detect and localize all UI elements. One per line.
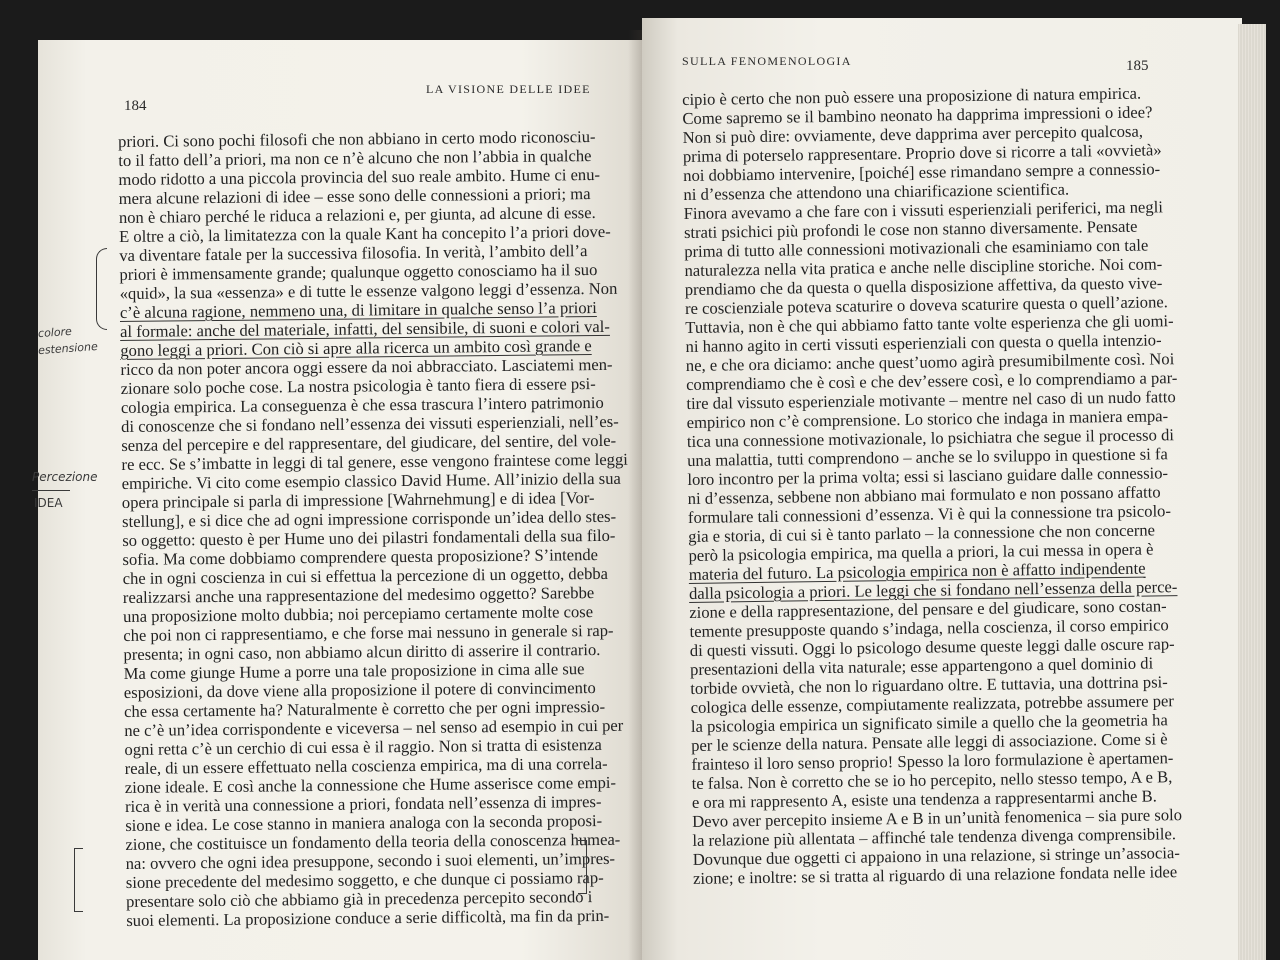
text-line: zione ideale. E così anche la connessione che Hume asserisce come empi- [124,772,617,797]
text-line: strati psichici più profondi le cose non stanno diversamente. Pensate [683,216,1138,242]
text-line: zione, che costituisce un fondamento della teoria della conoscenza humea- [125,829,621,854]
text-line: empiriche. Vi cito come esempio classico David Hume. All’inizio della sua [121,468,621,493]
text-line: sofia. Ma come dobbiamo comprendere questa proposizione? S’intende [122,544,599,569]
text-line: ne c’è un’idea corrispondente e viceversa – nel senso ad esempio in cui per [124,715,624,740]
text-line: presentazioni della vita naturale; esse appartengono a quel dominio di [689,653,1154,679]
text-line: prima di tutto alle connessioni motivazionali che esaminiamo con tale [684,235,1149,261]
text-line: però la psicologia empirica, ma quella a priori, la cui messa in opera è [688,539,1154,565]
text-line: so oggetto: questo è per Hume uno dei pilastri fondamentali della sua filo- [122,525,616,550]
right-page [642,18,1242,960]
left-page-number: 184 [124,98,147,114]
right-running-head: SULLA FENOMENOLOGIA [682,54,852,68]
text-line: ni hanno agito in certi vissuti esperienziali con questa o quella intenzio- [685,330,1162,356]
text-line: mera alcune relazioni di idee – esse sono delle connessioni a priori; ma [118,184,591,208]
text-line: non è chiaro perché le riduca a relazioni e, per giunta, ad alcune di esse. [118,203,596,227]
text-line: prima di poterselo rappresentare. Proprio dove si ricorre a tali «ovvietà» [682,140,1162,166]
text-line: zione; e inoltre: se si tratta al riguardo di una relazione fondata nelle idee [692,862,1178,888]
text-line: zione e della rappresentazione, del pensare e del giudicare, sono costan- [689,596,1167,622]
text-line: gia e storia, di cui si è tanto parlato – la connessione che non concerne [688,520,1156,546]
text-line: Devo aver percepito insieme A e B in un’unità fenomenica – sia pure solo [692,805,1183,831]
text-line: tica una connessione motivazionale, lo psichiatra che segue il processo di [686,425,1175,451]
text-line: formulare tali connessioni d’essenza. Vi è qui la connessione tra psicolo- [687,501,1172,527]
text-line: ogni retta c’è un cerchio di cui essa è il raggio. Non si tratta di esistenza [124,734,602,759]
margin-bracket-bottom-left [74,848,83,912]
text-line: Finora avevamo a che fare con i vissuti esperienziali periferici, ma negli [683,197,1163,223]
text-line: la psicologia empirica un significato simile a quello che la geometria ha [690,710,1168,736]
text-line: re ecc. Se s’imbatte in leggi di tal genere, esse vengono fraintese come leggi [121,449,628,474]
text-line: cologica delle essenze, compiutamente realizzata, potrebbe assumere per [690,691,1175,717]
text-line: di conoscenze che si fondano nell’essenza dei vissuti esperienziali, nell’es- [120,411,619,436]
text-line: na: ovvero che ogni idea presuppone, secondo i suoi elementi, un’impres- [125,848,616,873]
text-line: «quid», la sua «essenza» e di tutte le essenze valgono leggi d’essenza. Non [119,278,618,303]
text-line: presenta; in ogni caso, non abbiamo alcun diritto di asserire il contrario. [123,639,601,664]
text-line: empirico non c’è comprensione. Lo storico che indaga in maniera empa- [686,406,1169,432]
text-line: al formale: anche del materiale, infatti, del sensibile, di suoni e colori val- [119,316,610,341]
text-line: per le scienze della natura. Pensate alle leggi di associazione. Come si è [691,729,1168,755]
text-line: naturalezza nella vita pratica e anche nelle discipline storiche. Noi com- [684,254,1163,280]
text-line: reale, di un essere effettuato nella coscienza empirica, ma di una correla- [124,753,608,778]
text-line: una proposizione molto dubbia; noi percepiamo certamente molte cose [122,602,594,626]
text-line: comprendiamo che è così e che dev’essere così, e lo comprendiamo a par- [685,368,1178,394]
margin-bracket [96,248,107,330]
text-line: opera principale si parla di impressione [Wahrnehmung] e di idea [Vor- [121,488,595,512]
text-line: Tuttavia, non è che qui abbiamo fatto tante volte esperienza che gli uomi- [685,311,1174,337]
text-line: va diventare fatale per la successiva filosofia. In verità, l’ambito dell’a [119,241,588,265]
text-line: ne, e che ora diciamo: anche quest’uomo agirà presumibilmente così. Noi [685,349,1175,375]
text-line: gono leggi a priori. Con ciò si apre alla ricerca un ambito così grande e [120,336,592,360]
text-line: tire dal vissuto esperienziale motivante – mentre nel caso di un nudo fatto [686,387,1176,413]
text-line: c’è alcuna ragione, nemmeno una, di limitare in qualche senso l’a priori [119,297,597,322]
text-line: suoi elementi. La proposizione conduce a serie difficoltà, ma fin da prin- [126,905,610,930]
text-line: e ora mi rappresento A, esiste una tendenza a rappresentarmi anche B. [691,786,1157,812]
text-line: temente presupposte quando s’indaga, nella coscienza, il corso empirico [689,615,1169,641]
margin-note-divider [32,490,70,491]
text-line: ni d’essenza che attendono una chiarificazione scientifica. [683,179,1070,204]
text-line: stellung], e si dice che ad ogni impressione corrisponde un’idea dello stes- [121,506,617,531]
margin-bracket-bottom-right [578,840,587,894]
text-line: Dovunque due oggetti ci appaiono in una relazione, si stringe un’associa- [692,843,1180,869]
text-line: realizzarsi anche una rappresentazione del medesimo oggetto? Sarebbe [122,583,595,607]
text-line: ricco da non poter ancora oggi essere da noi abbracciato. Lasciatemi men- [120,354,613,379]
text-line: sione precedente del medesimo soggetto, e che dunque ci possiamo rap- [125,867,604,892]
text-line: Ma come giunge Hume a porre una tale proposizione in cima alle sue [123,659,585,683]
text-line: frainteso il loro senso proprio! Spesso la loro formulazione è apertamen- [691,748,1174,774]
text-line: Come sapremo se il bambino neonato ha dapprima impressioni o idee? [682,102,1153,128]
text-line: rica è in verità una connessione a priori, fondata nell’essenza di impres- [124,791,602,816]
text-line: presentare solo ciò che abbiamo già in precedenza percepito secondo i [125,887,593,911]
page-edges [1238,24,1266,960]
text-line: cologia empirica. La conseguenza è che essa trascura l’intero patrimonio [120,392,604,417]
text-line: una malattia, tutti comprendono – anche se lo sviluppo in questione si fa [687,444,1168,470]
right-page-text [682,83,1184,888]
margin-note-estensione: estensione [37,339,99,358]
text-line: che in ogni coscienza in cui si effettua la percezione di un oggetto, debba [122,563,609,588]
left-page [32,40,642,960]
text-line: torbide ovvietà, che non lo riguardano oltre. E tuttavia, una dottrina psi- [690,672,1168,698]
text-line: cipio è certo che non può essere una proposizione di natura empirica. [682,83,1142,109]
text-line: senza del percepire e del rappresentare, del giudicare, del sentire, del vole- [121,430,617,455]
left-running-head: LA VISIONE DELLE IDEE [426,82,591,96]
text-line: loro incontro per la prima volta; essi si lasciano guidare dalle connessio- [687,463,1169,489]
text-line: che essa certamente ha? Naturalmente è corretto che per ogni impressio- [123,696,606,721]
text-line: E oltre a ciò, la limitatezza con la quale Kant ha concepito l’a priori dove- [118,221,611,246]
text-line: priori. Ci sono pochi filosofi che non abbiano in certo modo riconosciu- [118,127,596,151]
text-line: Non si può dire: ovviamente, deve dapprima aver percepito qualcosa, [682,121,1144,147]
margin-note-colore: colore [37,324,73,341]
text-line: zionare solo poche cose. La nostra psicologia è tanto fiera di essere psi- [120,374,596,398]
text-line: materia del futuro. La psicologia empirica non è affatto indipendente [688,558,1146,584]
margin-note-percezione: Percezione [32,470,98,484]
text-line: noi dobbiamo intervenire, [poiché] esse rimandano sempre a connessio- [683,159,1161,185]
text-line: esposizioni, da dove viene alla proposizione il potere di convincimento [123,678,596,702]
text-line: prendiamo che da questa o quella disposizione affettiva, da questo vive- [684,273,1163,299]
text-line: di questi vissuti. Oggi lo psicologo desume queste leggi dalle oscure rap- [689,634,1175,660]
left-page-text [118,127,633,930]
text-line: dalla psicologia a priori. Le leggi che si fondano nell’essenza della perce- [688,577,1178,603]
text-line: che poi non ci rappresentiamo, e che forse mai nessuno in generale si rap- [123,620,614,645]
text-line: te falsa. Non è corretto che se io ho percepito, nello stesso tempo, A e B, [691,767,1173,793]
text-line: ni d’essenza, sebbene non abbiano mai formulato e non possano affatto [687,482,1161,508]
text-line: re coscienziale poteva scaturire o doveva scaturire questa o quell’azione. [684,292,1168,318]
text-line: la relazione più allentata – affinché tale tendenza divenga comprensibile. [692,824,1177,850]
right-page-number: 185 [1126,58,1149,74]
text-line: priori è immensamente grande; qualunque oggetto conosciamo ha il suo [119,259,598,284]
text-line: to il fatto dell’a priori, ma non ce n’è alcuno che non l’abbia in qualche [118,146,592,170]
text-line: modo ridotto a una piccola provincia del suo reale ambito. Hume ci enu- [118,164,601,189]
margin-note-idea: IDEA [34,496,63,510]
text-line: sione e idea. Le cose stanno in maniera analoga con la seconda proposi- [125,810,603,835]
